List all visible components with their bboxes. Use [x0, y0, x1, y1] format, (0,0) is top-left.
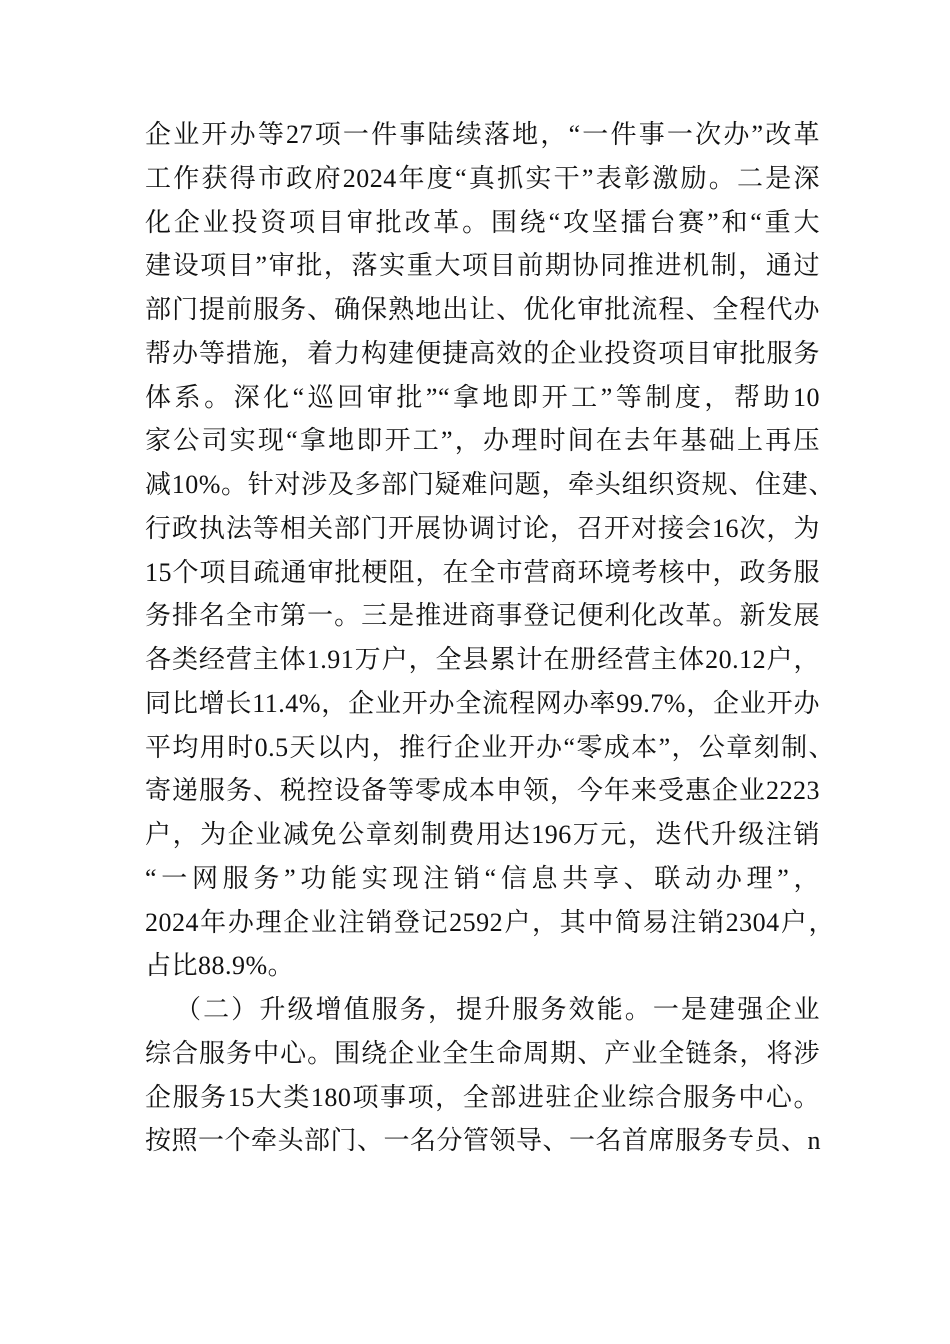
- text-line: 帮办等措施，着力构建便捷高效的企业投资项目审批服务: [145, 339, 820, 368]
- text-line: 减10%。针对涉及多部门疑难问题，牵头组织资规、住建、: [145, 470, 835, 499]
- text-line: 化企业投资项目审批改革。围绕“攻坚擂台赛”和“重大: [145, 208, 820, 237]
- text-line: 行政执法等相关部门开展协调讨论，召开对接会16次，为: [145, 514, 820, 543]
- text-line: 2024年办理企业注销登记2592户，其中简易注销2304户，: [145, 908, 835, 937]
- text-line: 按照一个牵头部门、一名分管领导、一名首席服务专员、n: [145, 1126, 822, 1155]
- text-line: 各类经营主体1.91万户，全县累计在册经营主体20.12户，: [145, 645, 820, 674]
- text-line: 部门提前服务、确保熟地出让、优化审批流程、全程代办: [145, 295, 820, 324]
- text-line: 工作获得市政府2024年度“真抓实干”表彰激励。二是深: [145, 164, 820, 193]
- text-line: 综合服务中心。围绕企业全生命周期、产业全链条，将涉: [145, 1039, 820, 1068]
- text-line: 企业开办等27项一件事陆续落地，“一件事一次办”改革: [145, 120, 820, 149]
- text-line: 同比增长11.4%，企业开办全流程网办率99.7%，企业开办: [145, 689, 820, 718]
- text-line: 家公司实现“拿地即开工”，办理时间在去年基础上再压: [145, 426, 820, 455]
- section-heading-line: （二）升级增值服务，提升服务效能。一是建强企业: [175, 995, 820, 1024]
- text-line: “一网服务”功能实现注销“信息共享、联动办理”，: [145, 864, 820, 893]
- text-line: 体系。深化“巡回审批”“拿地即开工”等制度，帮助10: [145, 383, 820, 412]
- text-line: 15个项目疏通审批梗阻，在全市营商环境考核中，政务服: [145, 558, 820, 587]
- text-line: 户，为企业减免公章刻制费用达196万元，迭代升级注销: [145, 820, 820, 849]
- text-line: 平均用时0.5天以内，推行企业开办“零成本”，公章刻制、: [145, 733, 835, 762]
- text-line: 务排名全市第一。三是推进商事登记便利化改革。新发展: [145, 601, 820, 630]
- text-line: 占比88.9%。: [145, 951, 295, 980]
- text-line: 寄递服务、税控设备等零成本申领，今年来受惠企业2223: [145, 776, 820, 805]
- text-line: 企服务15大类180项事项，全部进驻企业综合服务中心。: [145, 1083, 820, 1112]
- text-line: 建设项目”审批，落实重大项目前期协同推进机制，通过: [145, 251, 820, 280]
